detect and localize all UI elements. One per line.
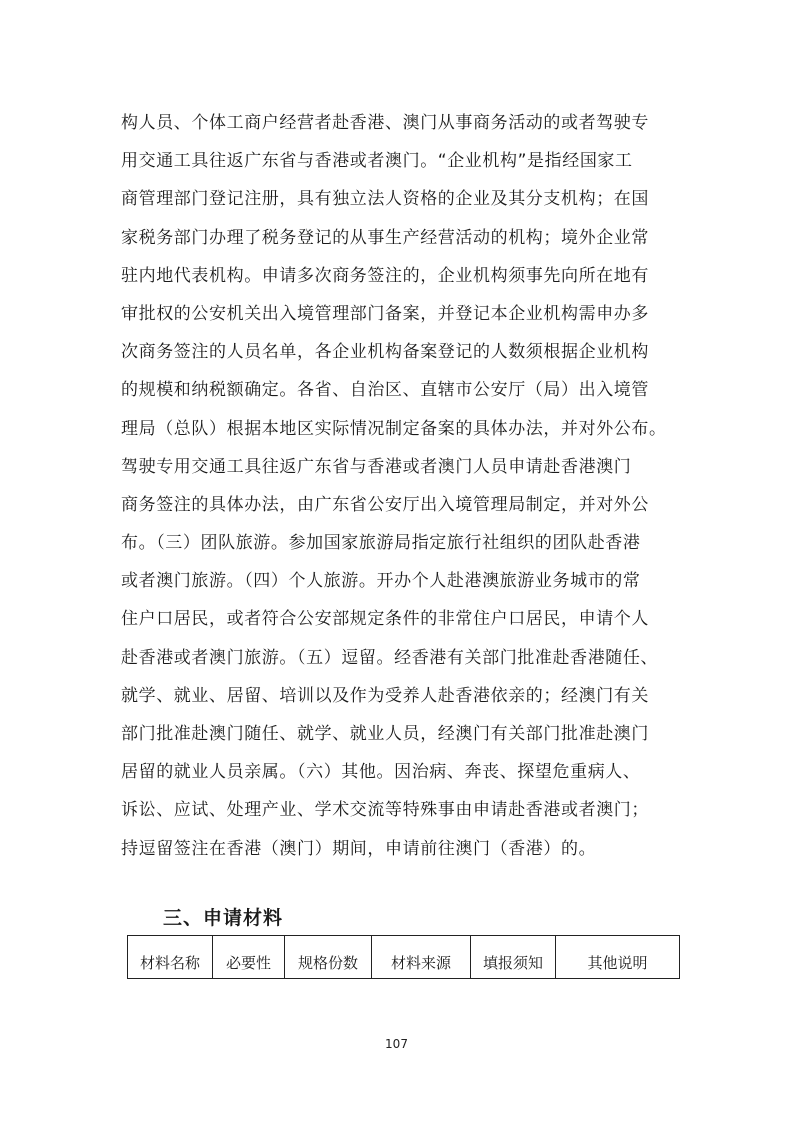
body-line: 商务签注的具体办法，由广东省公安厅出入境管理局制定，并对外公 bbox=[121, 494, 649, 515]
section-heading: 三、申请材料 bbox=[163, 907, 284, 929]
body-line: 的规模和纳税额确定。各省、自治区、直辖市公安厅（局）出入境管 bbox=[121, 380, 649, 401]
header-filling-notes: 填报须知 bbox=[471, 936, 556, 979]
body-line: 次商务签注的人员名单，各企业机构备案登记的人数须根据企业机构 bbox=[121, 342, 649, 363]
body-line: 持逗留签注在香港（澳门）期间，申请前往澳门（香港）的。 bbox=[121, 838, 597, 859]
materials-table bbox=[127, 935, 680, 979]
body-line: 部门批准赴澳门随任、就学、就业人员，经澳门有关部门批准赴澳门 bbox=[121, 724, 649, 744]
header-other-notes: 其他说明 bbox=[556, 936, 680, 979]
body-line: 驾驶专用交通工具往返广东省与香港或者澳门人员申请赴香港澳门 bbox=[121, 456, 632, 477]
body-line: 理局（总队）根据本地区实际情况制定备案的具体办法，并对外公布。 bbox=[121, 418, 667, 439]
header-spec-copies: 规格份数 bbox=[285, 936, 372, 979]
page-number: 107 bbox=[385, 1037, 408, 1051]
body-line: 构人员、个体工商户经营者赴香港、澳门从事商务活动的或者驾驶专 bbox=[121, 113, 649, 133]
body-line: 审批权的公安机关出入境管理部门备案，并登记本企业机构需申办多 bbox=[121, 303, 649, 324]
body-line: 住户口居民，或者符合公安部规定条件的非常住户口居民，申请个人 bbox=[121, 609, 649, 630]
body-line: 驻内地代表机构。申请多次商务签注的，企业机构须事先向所在地有 bbox=[121, 265, 649, 286]
table-header-row bbox=[128, 936, 680, 979]
body-line: 就学、就业、居留、培训以及作为受养人赴香港依亲的；经澳门有关 bbox=[121, 685, 649, 706]
body-line: 家税务部门办理了税务登记的从事生产经营活动的机构；境外企业常 bbox=[121, 227, 649, 248]
header-material-name: 材料名称 bbox=[128, 936, 213, 979]
body-line: 居留的就业人员亲属。（六）其他。因治病、奔丧、探望危重病人、 bbox=[121, 762, 641, 783]
header-necessity: 必要性 bbox=[213, 936, 285, 979]
body-line: 布。（三）团队旅游。参加国家旅游局指定旅行社组织的团队赴香港 bbox=[121, 533, 641, 554]
body-text bbox=[121, 104, 691, 868]
body-line: 诉讼、应试、处理产业、学术交流等特殊事由申请赴香港或者澳门； bbox=[121, 800, 649, 821]
header-material-source: 材料来源 bbox=[372, 936, 471, 979]
body-line: 或者澳门旅游。（四）个人旅游。开办个人赴港澳旅游业务城市的常 bbox=[121, 571, 641, 592]
body-line: 赴香港或者澳门旅游。（五）逗留。经香港有关部门批准赴香港随任、 bbox=[121, 647, 659, 668]
body-line: 商管理部门登记注册，具有独立法人资格的企业及其分支机构；在国 bbox=[121, 189, 649, 210]
body-line: 用交通工具往返广东省与香港或者澳门。“企业机构”是指经国家工 bbox=[121, 151, 633, 172]
